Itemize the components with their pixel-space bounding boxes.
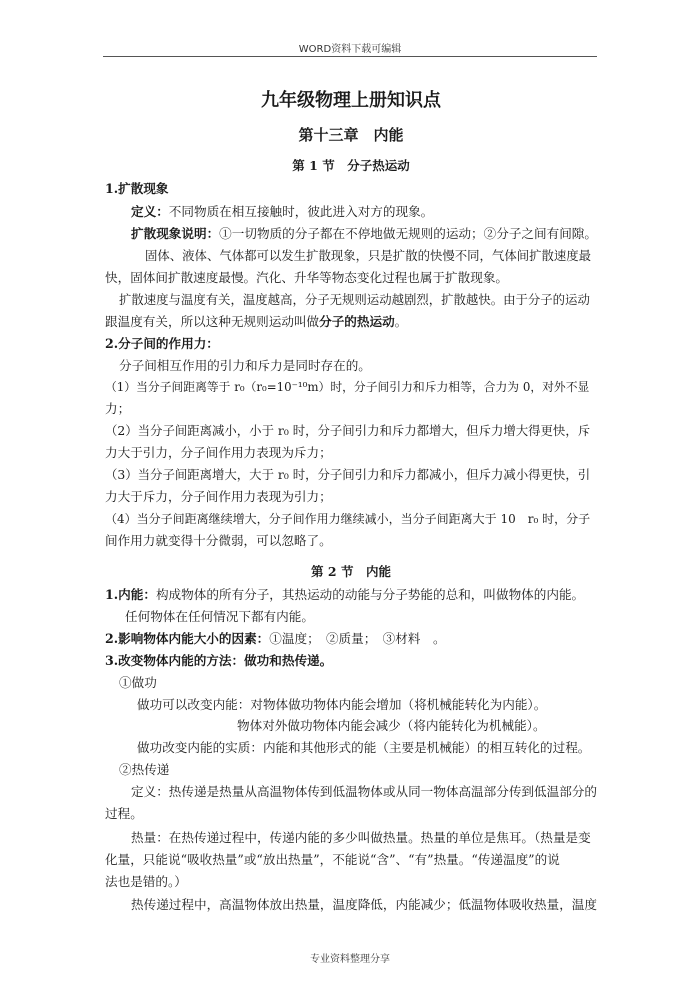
text-run: 。 [394, 314, 408, 329]
paragraph-line: （3）当分子间距离增大，大于 r₀ 时，分子间引力和斥力都减小，但斥力减小得更快，引 [105, 467, 591, 482]
paragraph-line: 法也是错的。） [105, 874, 187, 889]
document-title: 九年级物理上册知识点 [261, 90, 441, 111]
paragraph-line: （4）当分子间距离继续增大，分子间作用力继续减小，当分子间距离大于 10 r₀ 时，分子 [105, 512, 591, 526]
term-label: 定义： [131, 204, 169, 219]
heading-diffusion: 1.扩散现象 [105, 181, 169, 196]
paragraph-line: ②热传递 [119, 762, 170, 777]
paragraph-line: 间作用力就变得十分微弱，可以忽略了。 [105, 533, 332, 548]
term-label: 1.内能： [105, 587, 156, 602]
paragraph-line [105, 316, 407, 329]
heading-methods: 3.改变物体内能的方法：做功和热传递。 [105, 653, 333, 668]
page-header: WORD资料下载可编辑 [298, 44, 402, 55]
term-text: 不同物质在相互接触时，彼此进入对方的现象。 [168, 204, 434, 219]
section-heading-1: 第 1 节 分子热运动 [292, 158, 410, 173]
chapter-heading: 第十三章 内能 [298, 126, 404, 144]
paragraph-line [105, 589, 584, 602]
paragraph-line: 力； [105, 401, 131, 416]
paragraph-line: 扩散速度与温度有关，温度越高，分子无规则运动越剧烈，扩散越快。由于分子的运动 [119, 292, 590, 307]
paragraph-line: 化量，只能说“吸收热量”或“放出热量”，不能说“含”、“有”热量。“传递温度”的说 [105, 852, 560, 867]
term-label: 2.影响物体内能大小的因素： [105, 631, 270, 646]
paragraph-line: 分子间相互作用的引力和斥力是同时存在的。 [119, 358, 371, 373]
term-text: 构成物体的所有分子，其热运动的动能与分子势能的总和，叫做物体的内能。 [155, 587, 585, 602]
section-heading-2: 第 2 节 内能 [311, 564, 391, 579]
paragraph-line: 做功可以改变内能：对物体做功物体内能会增加（将机械能转化为内能）。 [137, 697, 547, 712]
paragraph-line: 力大于斥力，分子间作用力表现为引力； [105, 489, 332, 504]
paragraph-line: （1）当分子间距离等于 r₀（r₀=10⁻¹⁰m）时，分子间引力和斥力相等，合力为 0，对外不显 [105, 380, 590, 394]
paragraph-line: 力大于引力，分子间作用力表现为斥力； [105, 445, 332, 460]
paragraph-line: 物体对外做功物体内能会减少（将内能转化为机械能）。 [237, 718, 546, 733]
term-text: ①一切物质的分子都在不停地做无规则的运动；②分子之间有间隙。 [219, 226, 597, 241]
paragraph-line: 定义：热传递是热量从高温物体传到低温物体或从同一物体高温部分传到低温部分的 [131, 784, 597, 799]
paragraph-line: ①做功 [119, 675, 157, 690]
heading-molecular-force: 2.分子间的作用力： [105, 336, 219, 351]
paragraph-line: 热传递过程中，高温物体放出热量，温度降低，内能减少；低温物体吸收热量，温度 [131, 897, 597, 912]
paragraph-line: （2）当分子间距离减小，小于 r₀ 时，分子间引力和斥力都增大，但斥力增大得更快，斥 [105, 423, 591, 438]
text-run: 跟温度有关，所以这种无规则运动叫做 [105, 314, 320, 329]
paragraph-line: 做功改变内能的实质：内能和其他形式的能（主要是机械能）的相互转化的过程。 [137, 740, 591, 755]
paragraph-line: 固体、液体、气体都可以发生扩散现象，只是扩散的快慢不同，气体间扩散速度最 [145, 248, 592, 263]
term-text: ①温度； ②质量； ③材料 。 [269, 631, 446, 646]
paragraph-line: 任何物体在任何情况下都有内能。 [125, 609, 314, 624]
paragraph-line: 过程。 [105, 806, 143, 821]
paragraph-line [131, 206, 433, 219]
header-divider [103, 56, 597, 57]
page-footer: 专业资料整理分享 [310, 954, 390, 965]
term-label: 扩散现象说明： [131, 226, 220, 241]
paragraph-line [131, 228, 597, 241]
paragraph-line [105, 633, 446, 646]
paragraph-line: 热量：在热传递过程中，传递内能的多少叫做热量。热量的单位是焦耳。（热量是变 [131, 830, 591, 845]
paragraph-line: 快，固体间扩散速度最慢。汽化、升华等物态变化过程也属于扩散现象。 [105, 270, 508, 285]
emphasis-text: 分子的热运动 [319, 314, 395, 329]
